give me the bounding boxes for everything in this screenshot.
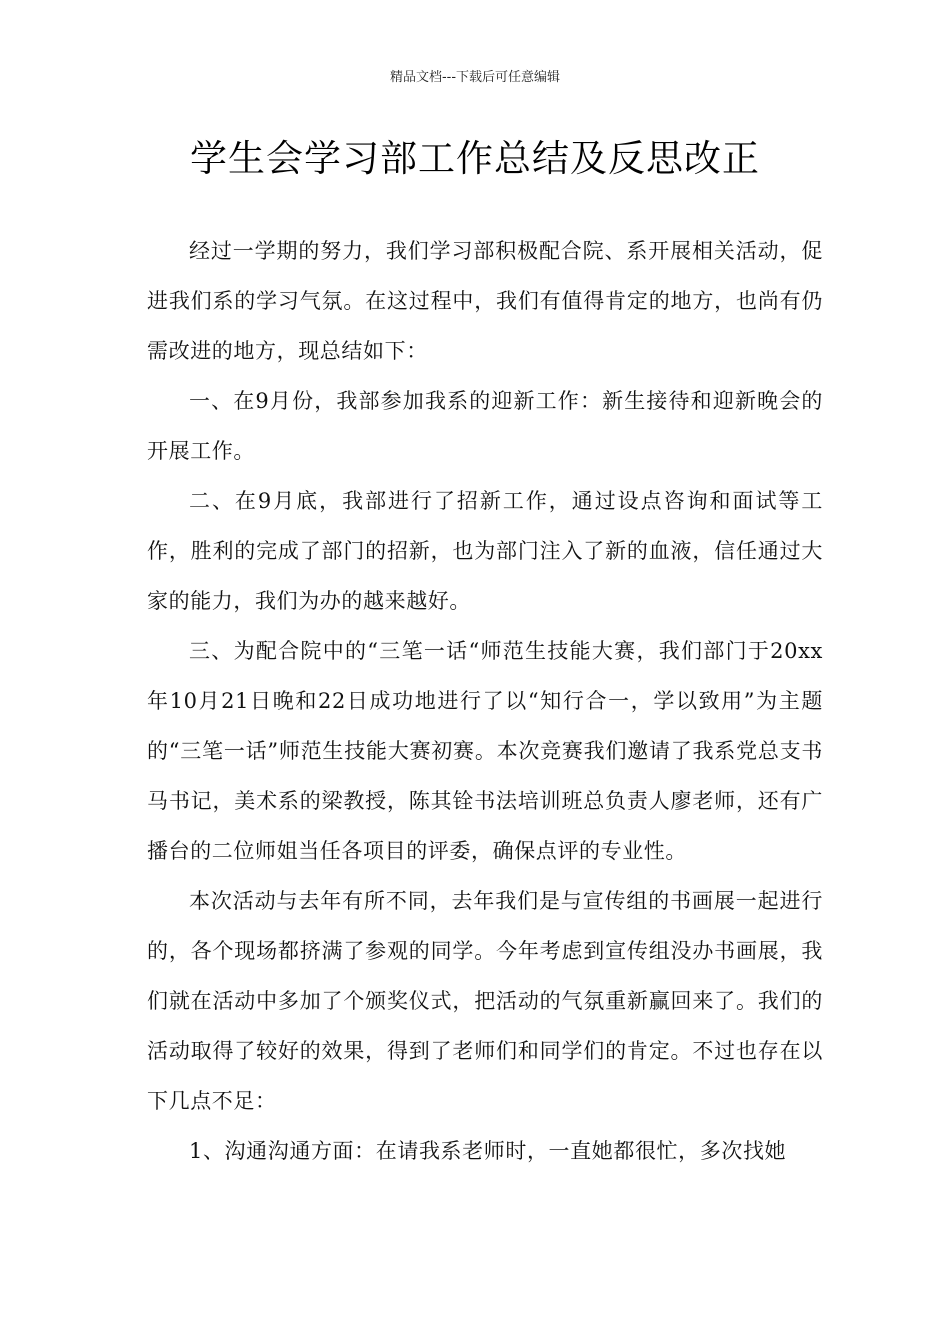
paragraph-item-two: 二、在9月底，我部进行了招新工作，通过设点咨询和面试等工作，胜利的完成了部门的招新，也为部门注入了新的血液，信任通过大家的能力，我们为办的越来越好。 (147, 489, 823, 613)
intro-paragraph: 经过一学期的努力，我们学习部积极配合院、系开展相关活动，促进我们系的学习气氛。在这过程中，我们有值得肯定的地方，也尚有仍需改进的地方，现总结如下： (147, 239, 823, 363)
activity-review-paragraph: 本次活动与去年有所不同，去年我们是与宣传组的书画展一起进行的，各个现场都挤满了参观的同学。今年考虑到宣传组没办书画展，我们就在活动中多加了个颁奖仪式，把活动的气氛重新赢回来了。我们的活动取得了较好的效果，得到了老师们和同学们的肯定。不过也存在以下几点不足： (147, 889, 823, 1113)
document-title: 学生会学习部工作总结及反思改正 (190, 137, 760, 180)
document-body (147, 226, 823, 1176)
shortcoming-item-one: 1、沟通沟通方面：在请我系老师时，一直她都很忙，多次找她 (189, 1139, 787, 1163)
header-note: 精品文档---下载后可任意编辑 (389, 70, 561, 85)
paragraph-item-three: 三、为配合院中的“三笔一话“师范生技能大赛，我们部门于20xx年10月21日晚和22日成功地进行了以“知行合一，学以致用”为主题的“三笔一话”师范生技能大赛初赛。本次竞赛我们邀请了我系党总支书马书记，美术系的梁教授，陈其铨书法培训班总负责人廖老师，还有广播台的二位师姐当任各项目的评委，确保点评的专业性。 (147, 639, 823, 863)
paragraph-item-one: 一、在9月份，我部参加我系的迎新工作：新生接待和迎新晚会的开展工作。 (147, 389, 823, 463)
